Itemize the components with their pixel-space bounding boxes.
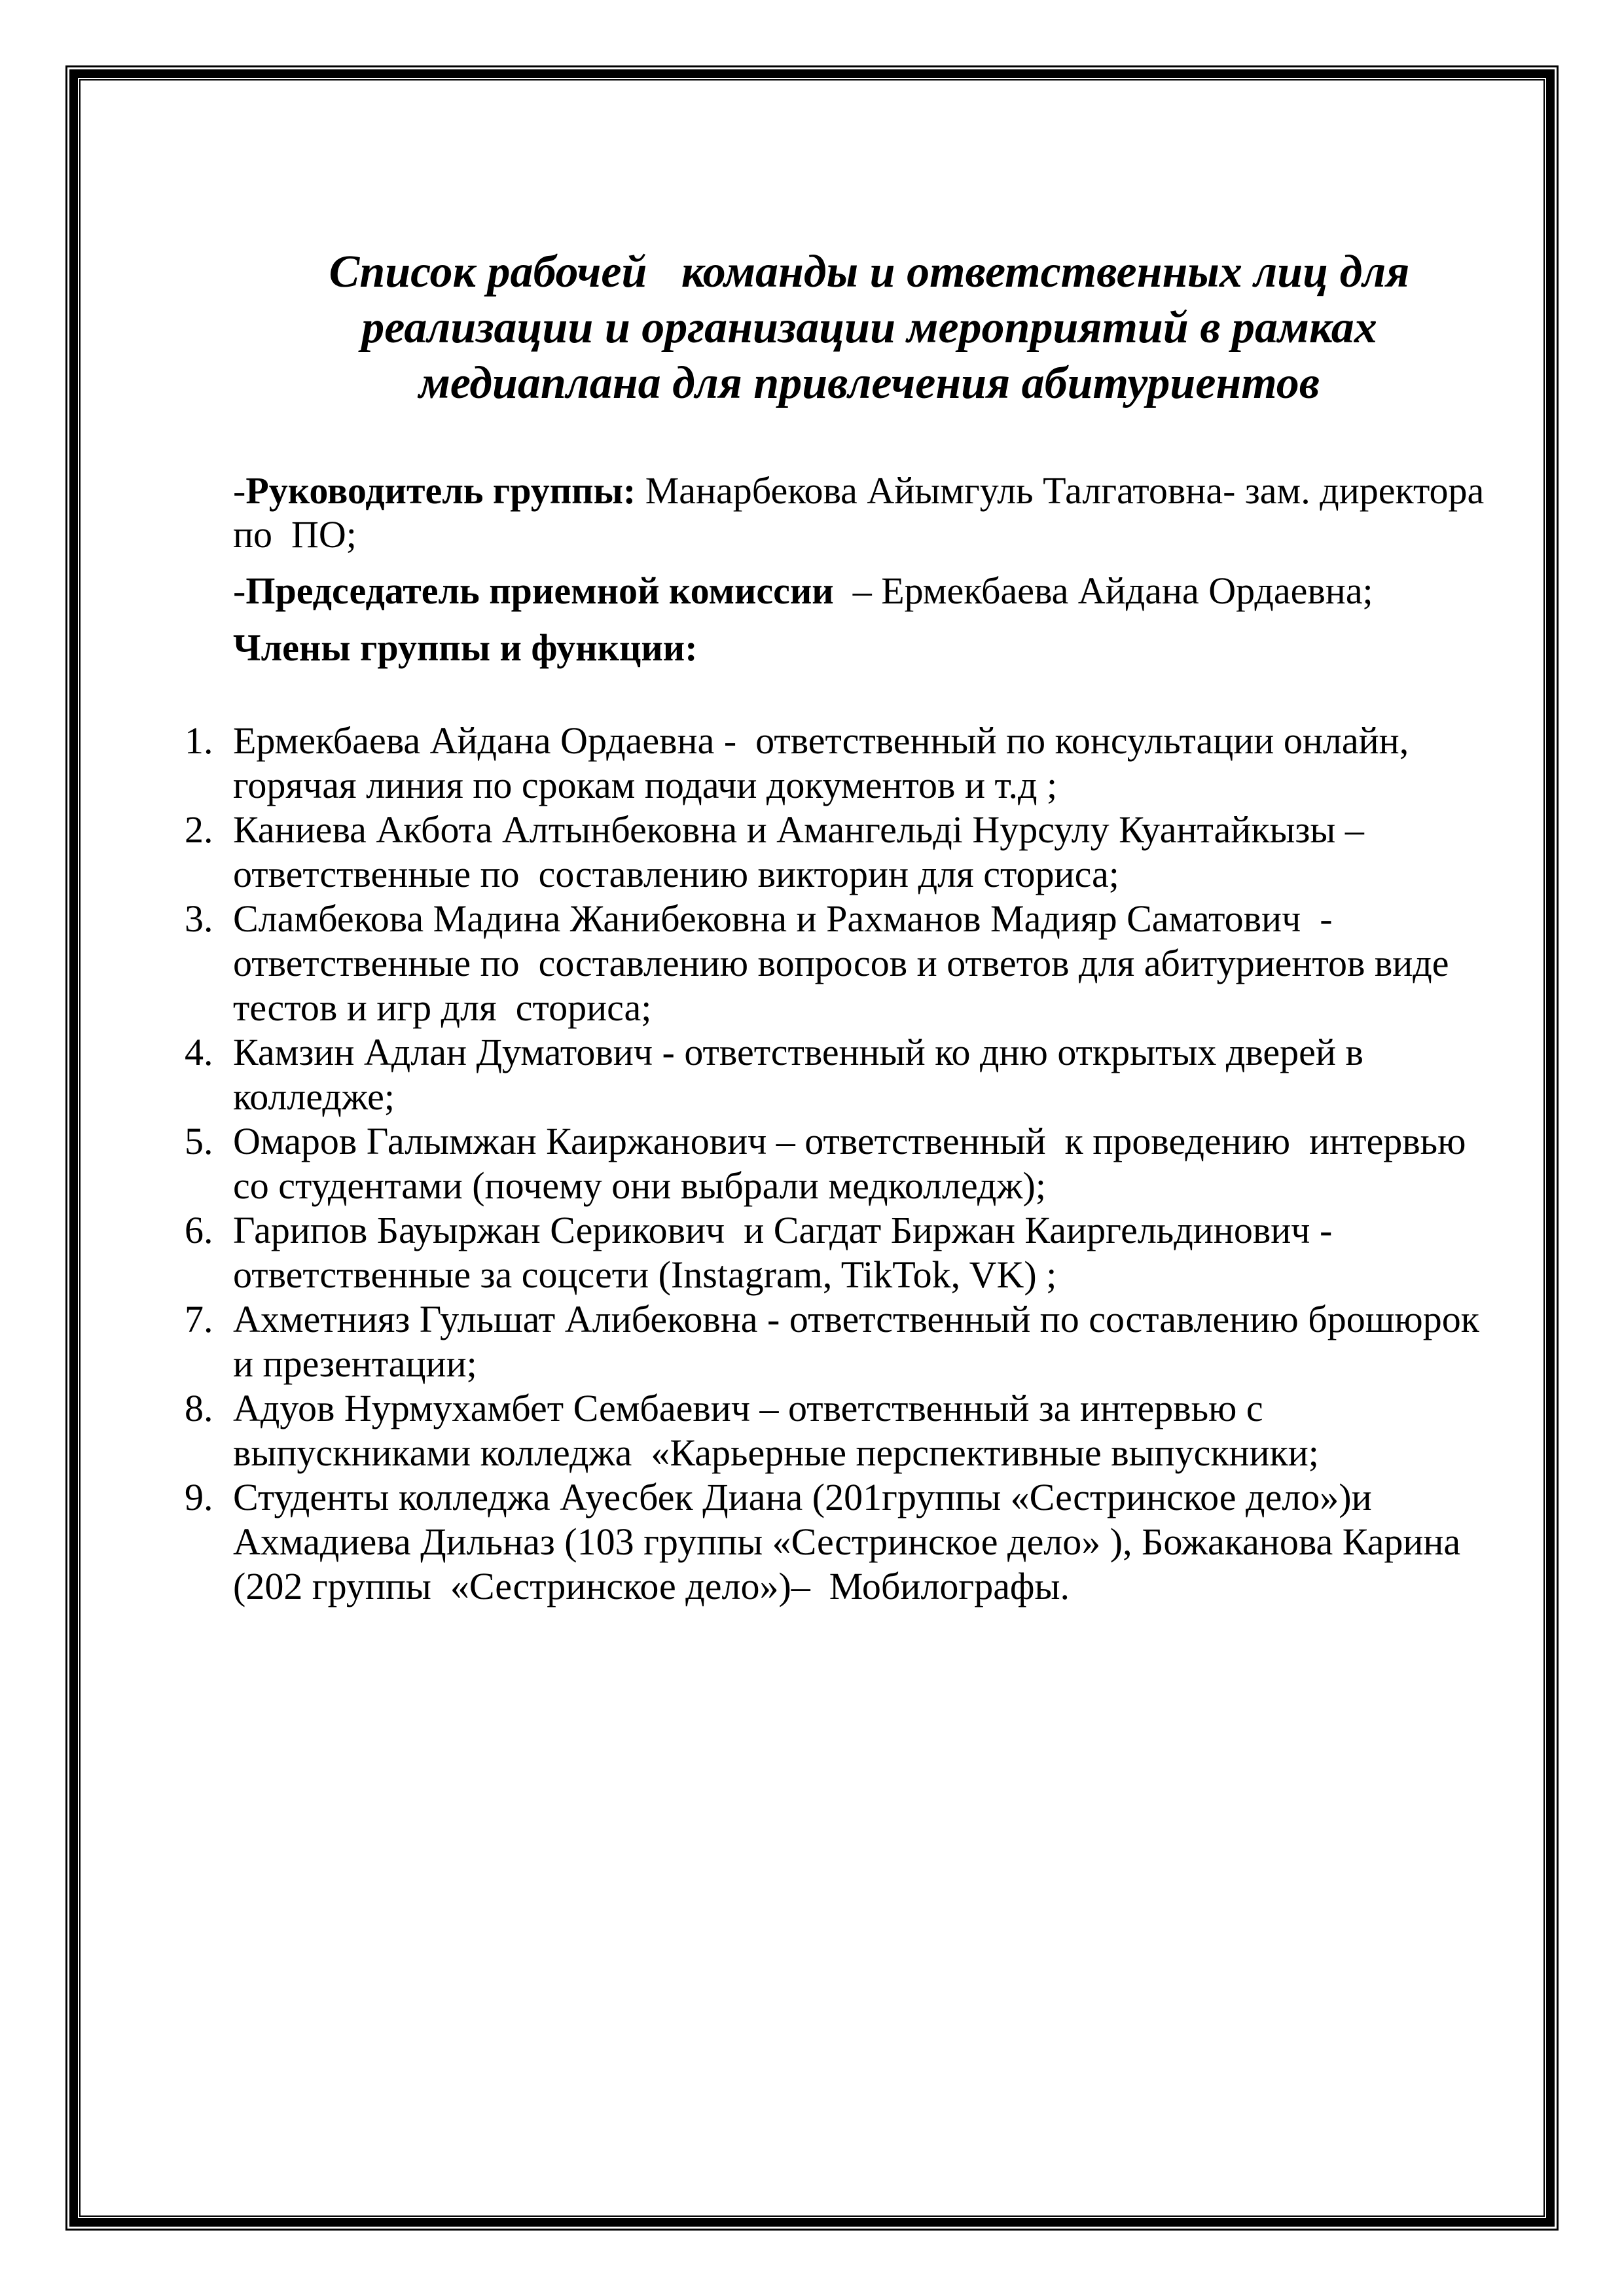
list-item <box>0 719 1624 808</box>
members-heading: Члены группы и функции: <box>233 626 698 669</box>
list-item <box>0 897 1624 1030</box>
list-item-line: горячая линия по срокам подачи документов и т.д ; <box>233 764 1058 806</box>
group-leader-paragraph <box>233 469 1506 556</box>
list-item <box>0 808 1624 897</box>
list-item-line: Ахмадиева Дильназ (103 группы «Сестринское дело» ), Божаканова Карина <box>233 1520 1461 1563</box>
leader-label: Руководитель группы: <box>245 469 636 512</box>
title-line: медиаплана для привлечения абитуриентов <box>418 358 1320 408</box>
list-item-number: 5. <box>185 1120 213 1162</box>
list-item-number: 8. <box>185 1387 213 1429</box>
list-item-number: 7. <box>185 1298 213 1340</box>
list-item-number: 2. <box>185 808 213 851</box>
list-item-line: Студенты колледжа Ауесбек Диана (201группы «Сестринское дело»)и <box>233 1476 1372 1518</box>
members-heading-paragraph <box>233 626 1506 670</box>
list-item-line: (202 группы «Сестринское дело»)– Мобилографы. <box>233 1565 1070 1607</box>
list-item-line: Адуов Нурмухамбет Сембаевич – ответственный за интервью с <box>233 1387 1263 1429</box>
list-item-line: выпускниками колледжа «Карьерные перспективные выпускники; <box>233 1431 1319 1474</box>
list-item-line: со студентами (почему они выбрали медколледж); <box>233 1164 1046 1207</box>
list-item-line: ответственные по составлению вопросов и ответов для абитуриентов виде <box>233 942 1449 984</box>
list-item-line: ответственные за соцсети (Instagram, TikTok, VK) ; <box>233 1253 1057 1296</box>
list-item-text <box>233 1386 1624 1475</box>
list-item-line: Ахметнияз Гульшат Алибековна - ответственный по составлению брошюрок <box>233 1298 1479 1340</box>
title-line: Список рабочей команды и ответственных лиц для <box>329 247 1410 297</box>
list-item-number: 3. <box>185 897 213 940</box>
list-item-text <box>233 808 1624 897</box>
chair-prefix: - <box>233 569 246 612</box>
list-item-line: Сламбекова Мадина Жанибековна и Рахманов Мадияр Саматович - <box>233 897 1333 940</box>
list-item-line: тестов и игр для сториса; <box>233 986 652 1029</box>
title-line: реализации и организации мероприятий в рамках <box>361 302 1377 353</box>
list-item-line: Омаров Галымжан Каиржанович – ответственный к проведению интервью <box>233 1120 1466 1162</box>
list-item <box>0 1119 1624 1208</box>
list-item-number: 6. <box>185 1209 213 1251</box>
list-item <box>0 1208 1624 1297</box>
list-item-line: ответственные по составлению викторин для сториса; <box>233 853 1119 895</box>
list-item <box>0 1475 1624 1609</box>
list-item-line: и презентации; <box>233 1342 477 1385</box>
list-item-text <box>233 1297 1624 1386</box>
list-item <box>0 1386 1624 1475</box>
list-item-line: колледже; <box>233 1075 395 1118</box>
list-item-line: Гарипов Бауыржан Серикович и Сагдат Биржан Каиргельдинович - <box>233 1209 1333 1251</box>
document-title <box>233 244 1506 411</box>
list-item-text <box>233 1119 1624 1208</box>
list-item-line: Камзин Адлан Думатович - ответственный ко дню открытых дверей в <box>233 1031 1363 1073</box>
list-item-text <box>233 719 1624 808</box>
list-item-text <box>233 1030 1624 1119</box>
leader-prefix: - <box>233 469 246 512</box>
list-item-number: 4. <box>185 1031 213 1073</box>
list-item-text <box>233 1475 1624 1609</box>
list-item-line: Каниева Акбота Алтынбековна и Амангельді Нурсулу Куантайкызы – <box>233 808 1364 851</box>
list-item-text <box>233 1208 1624 1297</box>
commission-chair-paragraph <box>233 569 1506 613</box>
leader-name: Манарбекова Айымгуль Талгатовна- зам. директора <box>636 469 1485 512</box>
leader-name-continued: по ПО; <box>233 513 357 556</box>
list-item-number: 9. <box>185 1476 213 1518</box>
list-item <box>0 1297 1624 1386</box>
members-list <box>0 719 1624 1609</box>
chair-name: – Ермекбаева Айдана Ордаевна; <box>833 569 1373 612</box>
list-item <box>0 1030 1624 1119</box>
list-item-line: Ермекбаева Айдана Ордаевна - ответственный по консультации онлайн, <box>233 719 1409 762</box>
list-item-number: 1. <box>185 719 213 762</box>
list-item-text <box>233 897 1624 1030</box>
chair-label: Председатель приемной комиссии <box>245 569 834 612</box>
